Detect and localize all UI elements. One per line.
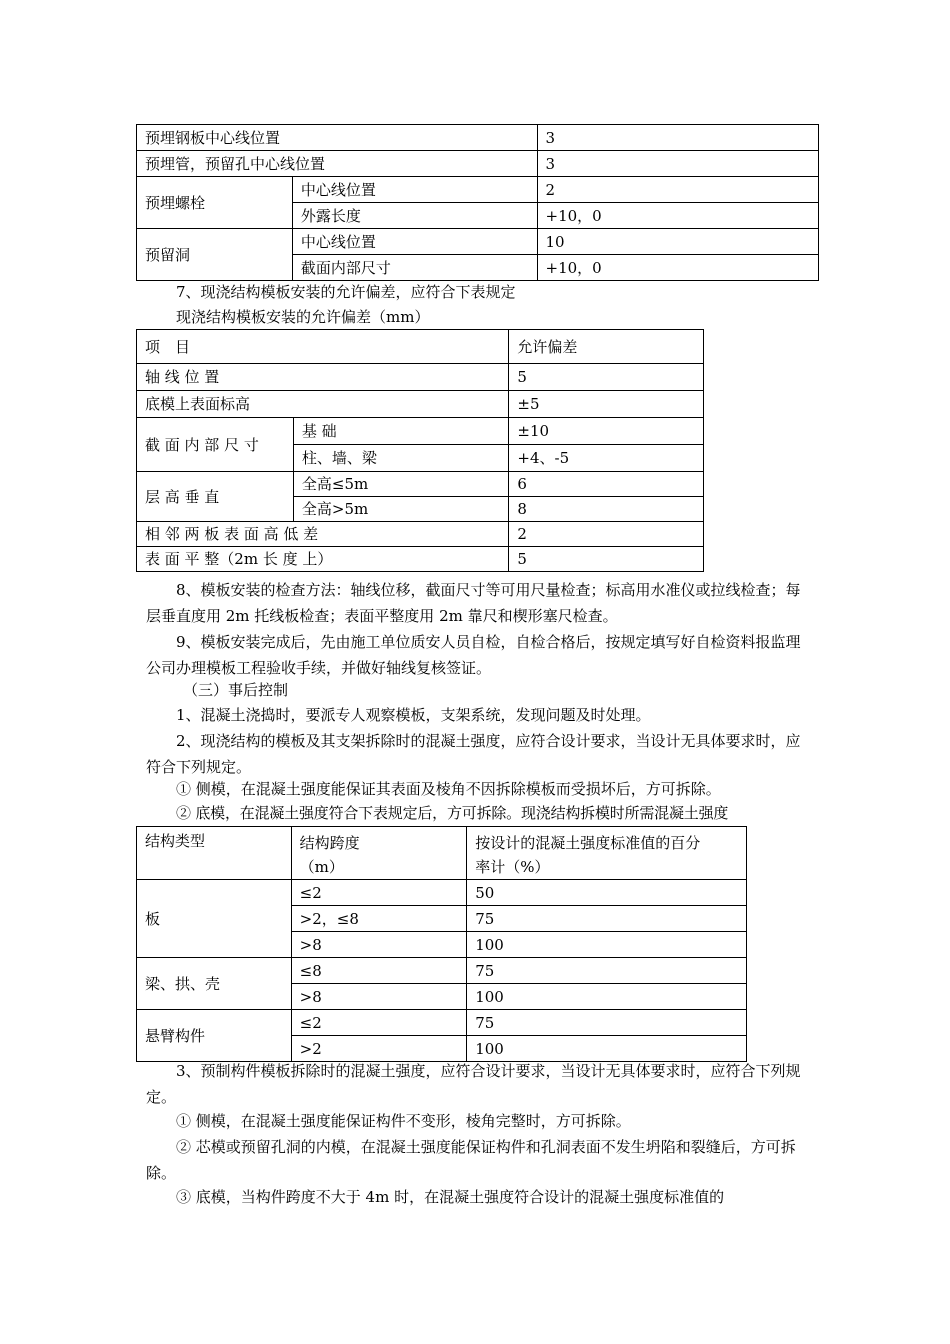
table-cell: 截 面 内 部 尺 寸: [137, 418, 294, 472]
table-cell: ≤2: [291, 1010, 467, 1036]
table-cell: 表 面 平 整（2m 长 度 上）: [137, 547, 509, 572]
para-p2b: ② 底模，在混凝土强度符合下表规定后，方可拆除。现浇结构拆模时所需混凝土强度: [176, 804, 729, 822]
table-cell: +10，0: [537, 203, 819, 229]
table-cell: +4、-5: [509, 445, 704, 472]
table-cell: 6: [509, 472, 704, 497]
table-cell: >8: [291, 932, 467, 958]
para-p3b: ② 芯模或预留孔洞的内模，在混凝土强度能保证构件和孔洞表面不发生坍陷和裂缝后，方可拆除。: [146, 1138, 796, 1182]
header-span-unit: （m）: [299, 858, 344, 876]
table-cell: ±10: [509, 418, 704, 445]
table-cell: 8: [509, 497, 704, 522]
table-cell: 基 础: [293, 418, 509, 445]
table-cell: 100: [467, 1036, 747, 1062]
form-removal-strength-table: [136, 826, 747, 1062]
table-cell: 梁、拱、壳: [137, 958, 292, 1010]
table-cell: 50: [467, 880, 747, 906]
para-p2a: ① 侧模，在混凝土强度能保证其表面及棱角不因拆除模板而受损坏后，方可拆除。: [176, 780, 721, 798]
para-p3a: ① 侧模，在混凝土强度能保证构件不变形，棱角完整时，方可拆除。: [176, 1112, 631, 1130]
table-cell: 相 邻 两 板 表 面 高 低 差: [137, 522, 509, 547]
table-cell: +10，0: [537, 255, 819, 281]
table-cell: 75: [467, 958, 747, 984]
table-cell: 100: [467, 984, 747, 1010]
table-header-cell: [467, 827, 747, 880]
table-cell: 10: [537, 229, 819, 255]
table-header-cell: [291, 827, 467, 880]
table-cell: 2: [537, 177, 819, 203]
table-cell: 轴 线 位 置: [137, 364, 509, 391]
table-cell: 截面内部尺寸: [292, 255, 537, 281]
table-cell: 柱、墙、梁: [293, 445, 509, 472]
table-cell: 5: [509, 547, 704, 572]
table2-caption: 现浇结构模板安装的允许偏差（mm）: [176, 308, 430, 326]
para-p2: 2、现浇结构的模板及其支架拆除时的混凝土强度，应符合设计要求，当设计无具体要求时，应符合下列规定。: [146, 732, 801, 776]
table-cell: 全高≤5m: [293, 472, 509, 497]
table-cell: 外露长度: [292, 203, 537, 229]
table-cell: 底模上表面标高: [137, 391, 509, 418]
table-cell: 100: [467, 932, 747, 958]
table-cell: 3: [537, 151, 819, 177]
table-cell: 全高>5m: [293, 497, 509, 522]
table-cell: >2: [291, 1036, 467, 1062]
para-p3: 3、预制构件模板拆除时的混凝土强度，应符合设计要求，当设计无具体要求时，应符合下列规定。: [146, 1062, 801, 1106]
table-cell: ±5: [509, 391, 704, 418]
table-cell: ≤2: [291, 880, 467, 906]
table-cell: 预埋螺栓: [137, 177, 293, 229]
table-cell: 预埋钢板中心线位置: [137, 125, 538, 151]
table-cell: ≤8: [291, 958, 467, 984]
table-cell: 层 高 垂 直: [137, 472, 294, 522]
table-cell: 3: [537, 125, 819, 151]
table-cell: 板: [137, 880, 292, 958]
table-cell: >2，≤8: [291, 906, 467, 932]
table-header-cell: [137, 827, 292, 880]
table-cell: 预埋管，预留孔中心线位置: [137, 151, 538, 177]
table-cell: 预留洞: [137, 229, 293, 281]
para-8: 8、模板安装的检查方法：轴线位移，截面尺寸等可用尺量检查；标高用水准仪或拉线检查；每层垂直度用 2m 托线板检查；表面平整度用 2m 靠尺和楔形塞尺检查。: [146, 581, 801, 625]
table-cell: 5: [509, 364, 704, 391]
table-cell: 中心线位置: [292, 229, 537, 255]
table-header-cell: 项 目: [137, 330, 509, 364]
table-cell: 中心线位置: [292, 177, 537, 203]
section-heading: （三）事后控制: [183, 681, 289, 699]
table-cell: 75: [467, 1010, 747, 1036]
header-percent: 按设计的混凝土强度标准值的百分: [475, 834, 701, 852]
table-cell: >8: [291, 984, 467, 1010]
table-header-cell: 允许偏差: [509, 330, 704, 364]
table-cell: 悬臂构件: [137, 1010, 292, 1062]
header-structure-type: 结构类型: [145, 832, 206, 850]
header-span: 结构跨度: [299, 834, 360, 852]
embedded-parts-table: [136, 124, 819, 281]
table-cell: 75: [467, 906, 747, 932]
para-9: 9、模板安装完成后，先由施工单位质安人员自检，自检合格后，按规定填写好自检资料报监理公司办理模板工程验收手续，并做好轴线复核签证。: [146, 633, 801, 677]
para-7: 7、现浇结构模板安装的允许偏差，应符合下表规定: [176, 283, 516, 301]
header-percent-unit: 率计（%）: [475, 858, 550, 876]
formwork-tolerance-table: [136, 329, 704, 572]
table-cell: 2: [509, 522, 704, 547]
para-p1: 1、混凝土浇捣时，要派专人观察模板，支架系统，发现问题及时处理。: [176, 706, 651, 724]
para-p3c: ③ 底模，当构件跨度不大于 4m 时，在混凝土强度符合设计的混凝土强度标准值的: [176, 1188, 725, 1206]
